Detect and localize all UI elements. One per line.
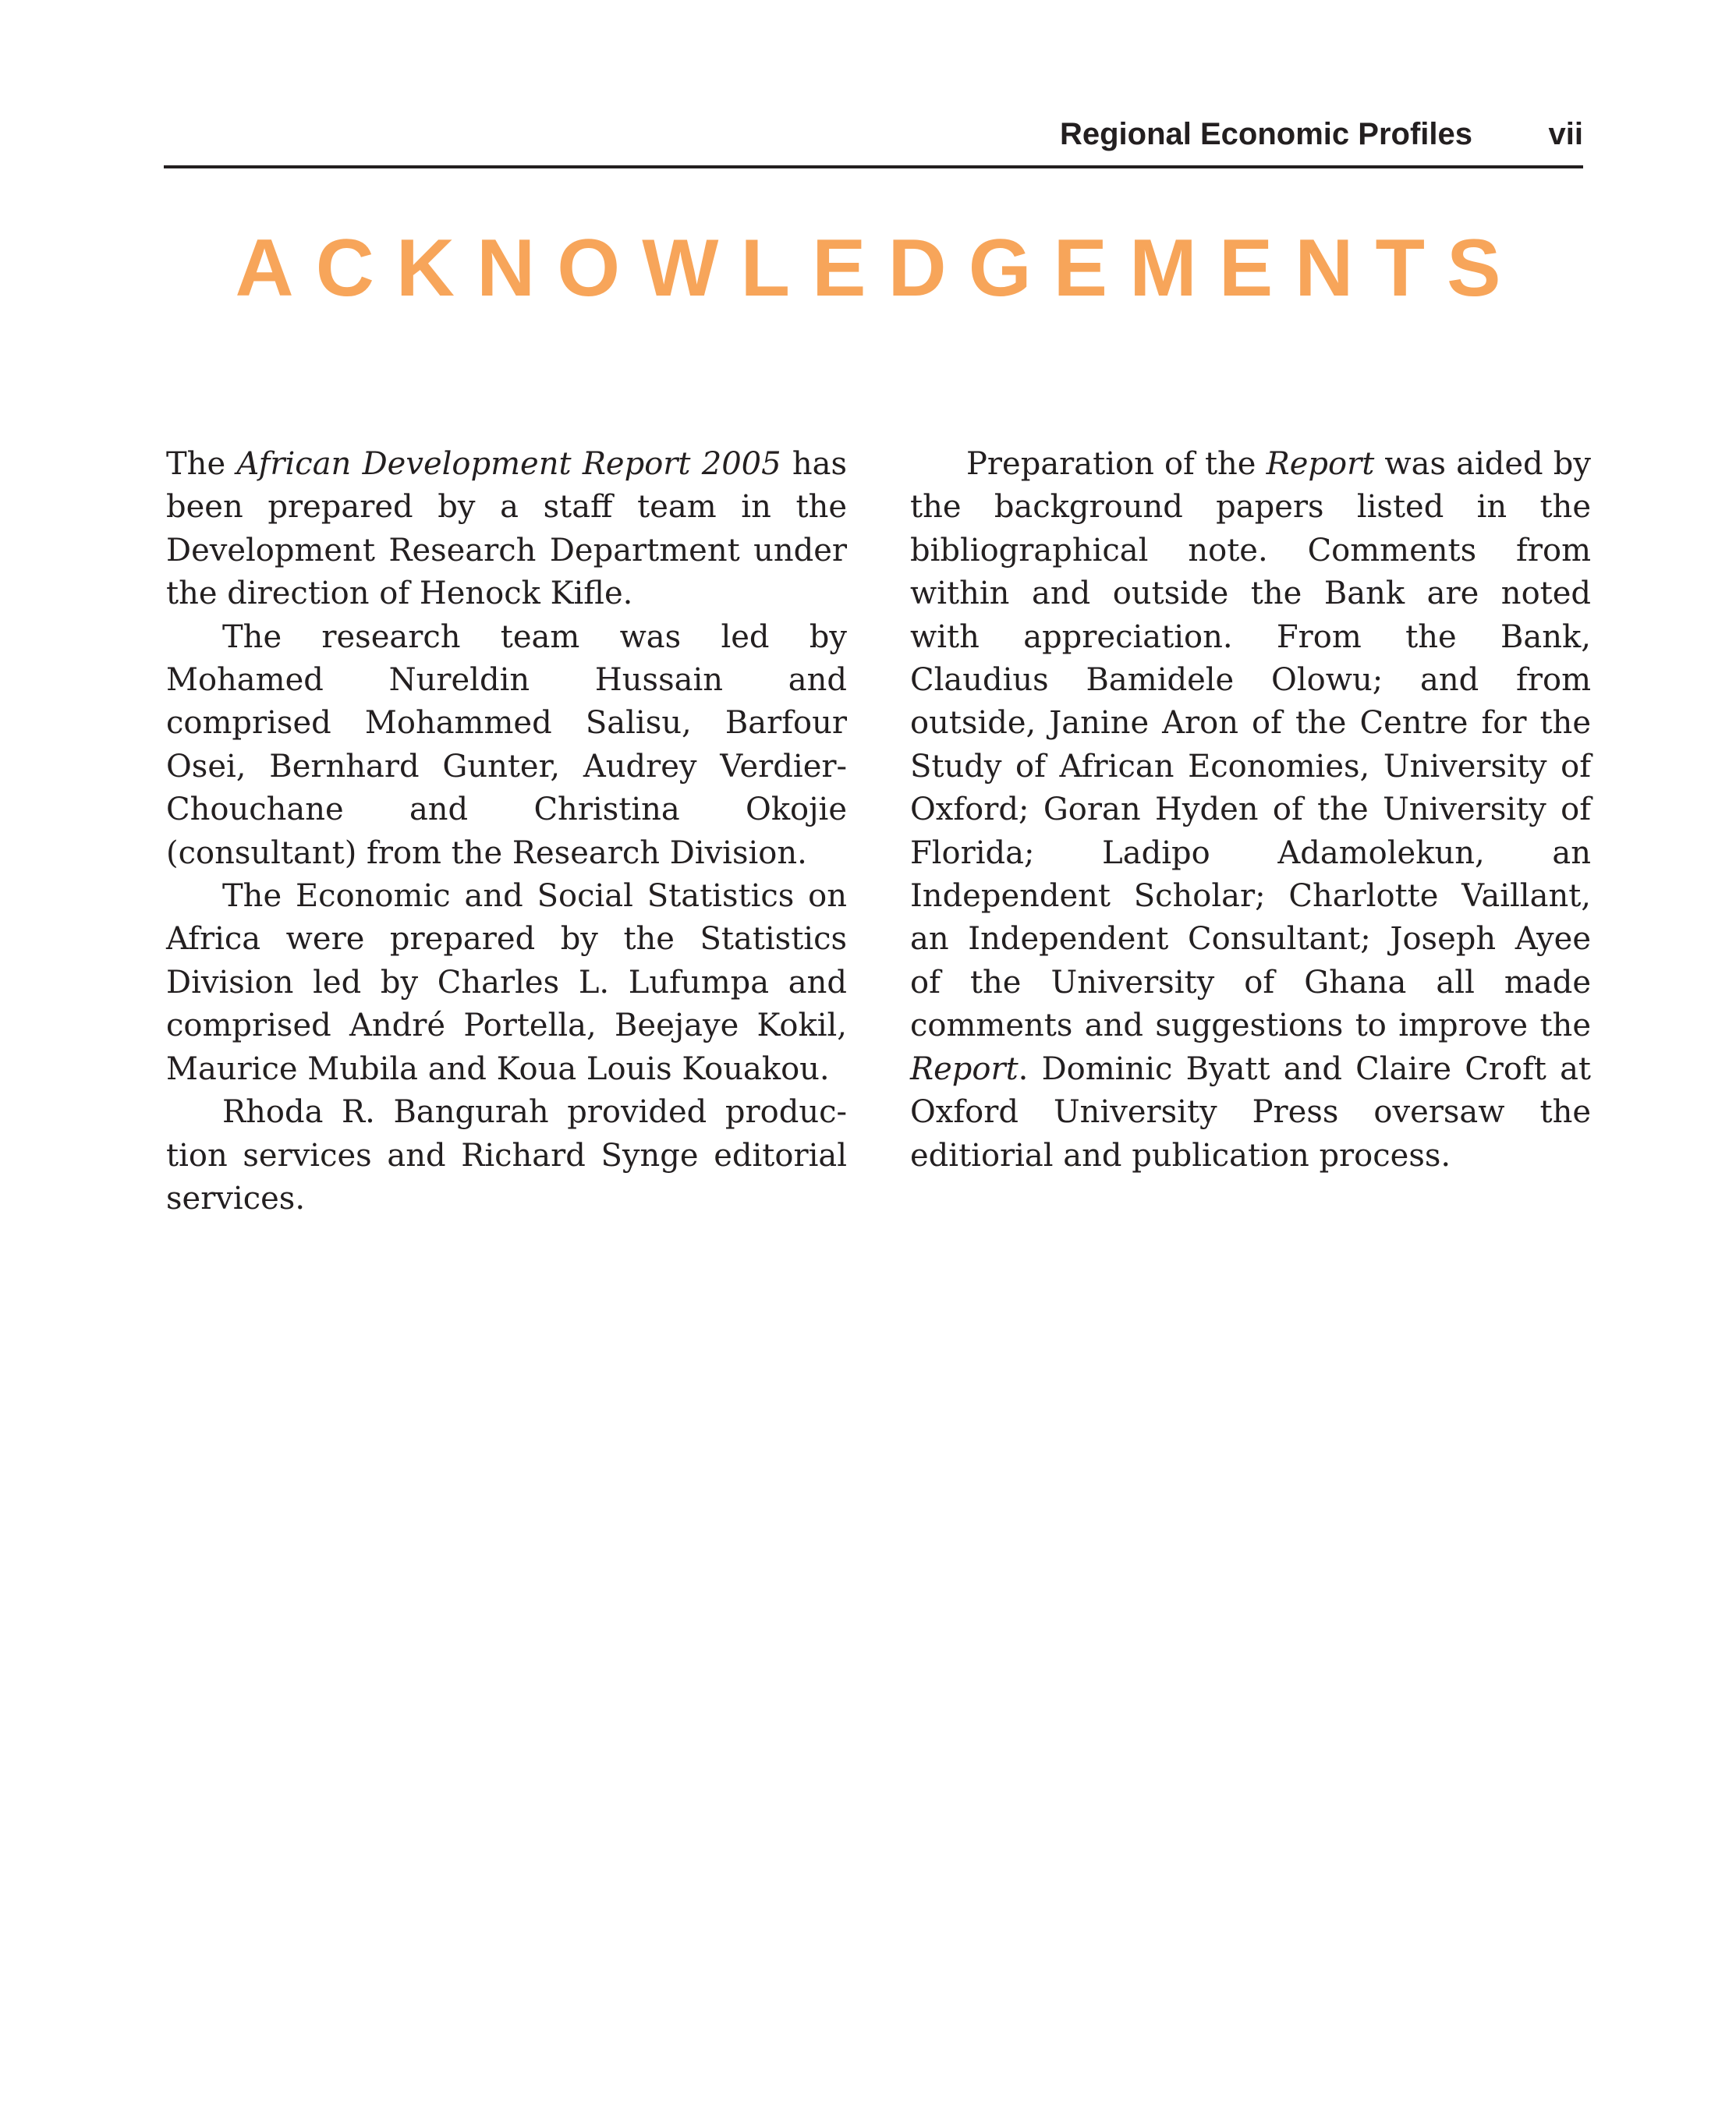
page-title: ACKNOWLEDGEMENTS	[235, 223, 1523, 314]
report-title-italic: African Development Report 2005	[236, 446, 781, 482]
text-run: . Dominic Byatt and Claire Croft at Oxford University Press oversaw the editiorial and publication process.	[910, 1050, 1591, 1174]
running-header	[164, 109, 1583, 168]
text-run: was aided by the background papers listed in the bibliographical note. Comments from within and outside the Bank are noted with appreciation. From the Bank, Claudius Bamidele Olowu; and from outside, Janine Aron of the Centre for the Study of African Economies, University of Oxford; Goran Hyden of the University of Florida; Ladipo Adamolekun, an Independent Scholar; Charlotte Vaillant, an Independent Consultant; Joseph Ayee of the University of Ghana all made comments and suggestions to improve the	[910, 446, 1591, 1044]
paragraph-intro	[166, 443, 847, 616]
paragraph-research-team: The research team was led by Mohamed Nureldin Hussain and comprised Mohammed Salisu, Barfour Osei, Bernhard Gunter, Audrey Verdier-Chouchane and Christina Okojie (consultant) from the Research Division.	[166, 618, 847, 871]
text-run: has been prepared by a staff team in the Development Research Department under the direction of Henock Kifle.	[166, 446, 847, 612]
text-run: Preparation of the	[966, 446, 1267, 482]
right-column	[910, 443, 1591, 1178]
section-title: Regional Economic Profiles	[1059, 117, 1472, 151]
paragraph-production: Rhoda R. Bangurah provided production services and Richard Synge editorial services.	[166, 1094, 847, 1217]
text-run: The	[166, 446, 237, 482]
report-italic: Report	[910, 1050, 1019, 1087]
page-number: vii	[1548, 117, 1583, 151]
paragraph-statistics: The Economic and Social Statistics on Africa were prepared by the Statistics Division led by Charles L. Lufumpa and comprised André Portella, Beejaye Kokil, Maurice Mubila and Koua Louis Kouakou.	[166, 878, 847, 1087]
paragraph-preparation	[910, 443, 1591, 1178]
report-italic: Report	[1266, 446, 1375, 482]
left-column	[166, 443, 847, 1220]
